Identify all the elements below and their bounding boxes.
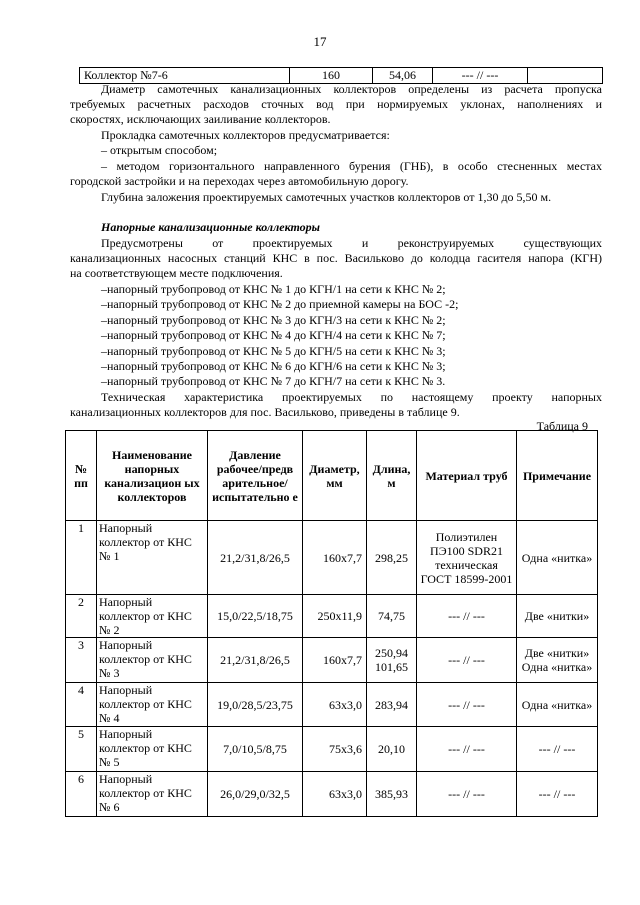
row-material: --- // ---: [417, 727, 517, 772]
table-row: [66, 772, 598, 817]
header-diameter: Диаметр, мм: [303, 431, 367, 521]
row-diameter: 250x11,9: [303, 595, 367, 638]
paragraph-diameter-line3: скоростях, исключающих заиливание коллекторов.: [70, 112, 331, 126]
paragraph-depth: Глубина заложения проектируемых самотечных участков коллекторов от 1,30 до 5,50 м.: [101, 190, 552, 204]
row-length: 250,94 101,65: [367, 638, 417, 683]
row-name: Напорный коллектор от КНС № 3: [97, 638, 208, 683]
paragraph-laying: Прокладка самотечных коллекторов предусматривается:: [101, 128, 390, 142]
paragraph-provided-line1: Предусмотрены от проектируемых и реконструируемых существующих: [101, 236, 602, 250]
row-length: 74,75: [367, 595, 417, 638]
header-pressure: Давление рабочее/предв арительное/ испытательно е: [208, 431, 303, 521]
row-material: --- // ---: [417, 595, 517, 638]
row-name: Напорный коллектор от КНС № 2: [97, 595, 208, 638]
row-note: --- // ---: [517, 772, 598, 817]
length-cell: 54,06: [373, 68, 433, 84]
header-material: Материал труб: [417, 431, 517, 521]
list-item: –напорный трубопровод от КНС № 3 до КГН/3 на сети к КНС № 2;: [101, 313, 446, 327]
table-header-row: [66, 431, 598, 521]
header-length: Длина, м: [367, 431, 417, 521]
paragraph-diameter-line2: требуемых расчетных расходов сточных вод при нормируемых уклонах, наполнениях и: [70, 97, 602, 111]
paragraph-characteristics-line2: канализационных коллекторов для пос. Васильково, приведены в таблице 9.: [70, 405, 460, 419]
header-number: № пп: [66, 431, 97, 521]
table-row: [66, 727, 598, 772]
row-length: 20,10: [367, 727, 417, 772]
bullet-open-method: – открытым способом;: [101, 143, 218, 157]
row-diameter: 75x3,6: [303, 727, 367, 772]
row-material: Полиэтилен ПЭ100 SDR21 техническая ГОСТ 18599-2001: [417, 521, 517, 595]
row-pressure: 26,0/29,0/32,5: [208, 772, 303, 817]
row-diameter: 63x3,0: [303, 683, 367, 727]
row-material: --- // ---: [417, 638, 517, 683]
row-number: 4: [66, 683, 97, 727]
list-item: –напорный трубопровод от КНС № 4 до КГН/4 на сети к КНС № 7;: [101, 328, 446, 342]
row-name: Напорный коллектор от КНС № 1: [97, 521, 208, 595]
table-caption: Таблица 9: [536, 419, 588, 433]
row-note: Одна «нитка»: [517, 683, 598, 727]
row-name: Напорный коллектор от КНС № 4: [97, 683, 208, 727]
list-item: –напорный трубопровод от КНС № 5 до КГН/5 на сети к КНС № 3;: [101, 344, 446, 358]
row-number: 2: [66, 595, 97, 638]
section-heading: Напорные канализационные коллекторы: [101, 220, 320, 234]
row-number: 5: [66, 727, 97, 772]
pressure-collectors-table: [65, 430, 598, 817]
paragraph-diameter-line1: Диаметр самотечных канализационных коллекторов определены из расчета пропуска: [101, 82, 602, 96]
row-material: --- // ---: [417, 683, 517, 727]
paragraph-provided-line3: на соответствующем месте подключения.: [70, 266, 283, 280]
table-row: [66, 683, 598, 727]
list-item: –напорный трубопровод от КНС № 7 до КГН/7 на сети к КНС № 3.: [101, 374, 446, 388]
paragraph-characteristics-line1: Техническая характеристика проектируемых по настоящему проекту напорных: [101, 390, 602, 404]
row-diameter: 63x3,0: [303, 772, 367, 817]
list-item: –напорный трубопровод от КНС № 1 до КГН/1 на сети к КНС № 2;: [101, 282, 446, 296]
row-pressure: 21,2/31,8/26,5: [208, 521, 303, 595]
row-pressure: 19,0/28,5/23,75: [208, 683, 303, 727]
list-item: –напорный трубопровод от КНС № 2 до приемной камеры на БОС -2;: [101, 297, 459, 311]
row-number: 6: [66, 772, 97, 817]
row-note: Две «нитки» Одна «нитка»: [517, 638, 598, 683]
header-name: Наименование напорных канализацион ых коллекторов: [97, 431, 208, 521]
bullet-hdd-line1: – методом горизонтального направленного бурения (ГНБ), в особо стесненных местах: [101, 159, 602, 173]
row-length: 298,25: [367, 521, 417, 595]
row-length: 283,94: [367, 683, 417, 727]
row-note: --- // ---: [517, 727, 598, 772]
row-diameter: 160x7,7: [303, 638, 367, 683]
row-name: Напорный коллектор от КНС № 5: [97, 727, 208, 772]
row-pressure: 7,0/10,5/8,75: [208, 727, 303, 772]
row-name: Напорный коллектор от КНС № 6: [97, 772, 208, 817]
row-material: --- // ---: [417, 772, 517, 817]
paragraph-provided-line2: канализационных насосных станций КНС в пос. Васильково до колодца гасителя напора (КГН): [70, 251, 602, 265]
header-note: Примечание: [517, 431, 598, 521]
row-number: 1: [66, 521, 97, 595]
bullet-hdd-line2: городской застройки и на переходах через автомобильную дорогу.: [70, 174, 409, 188]
row-note: Две «нитки»: [517, 595, 598, 638]
table-row: [66, 638, 598, 683]
list-item: –напорный трубопровод от КНС № 6 до КГН/6 на сети к КНС № 3;: [101, 359, 446, 373]
table-row: [66, 595, 598, 638]
row-diameter: 160x7,7: [303, 521, 367, 595]
row-pressure: 15,0/22,5/18,75: [208, 595, 303, 638]
row-pressure: 21,2/31,8/26,5: [208, 638, 303, 683]
row-note: Одна «нитка»: [517, 521, 598, 595]
page-number: 17: [313, 34, 327, 49]
row-number: 3: [66, 638, 97, 683]
material-cell: --- // ---: [433, 68, 528, 84]
row-length: 385,93: [367, 772, 417, 817]
diameter-cell: 160: [290, 68, 373, 84]
table-row: [66, 521, 598, 595]
collector-name-cell: Коллектор №7-6: [80, 68, 290, 84]
